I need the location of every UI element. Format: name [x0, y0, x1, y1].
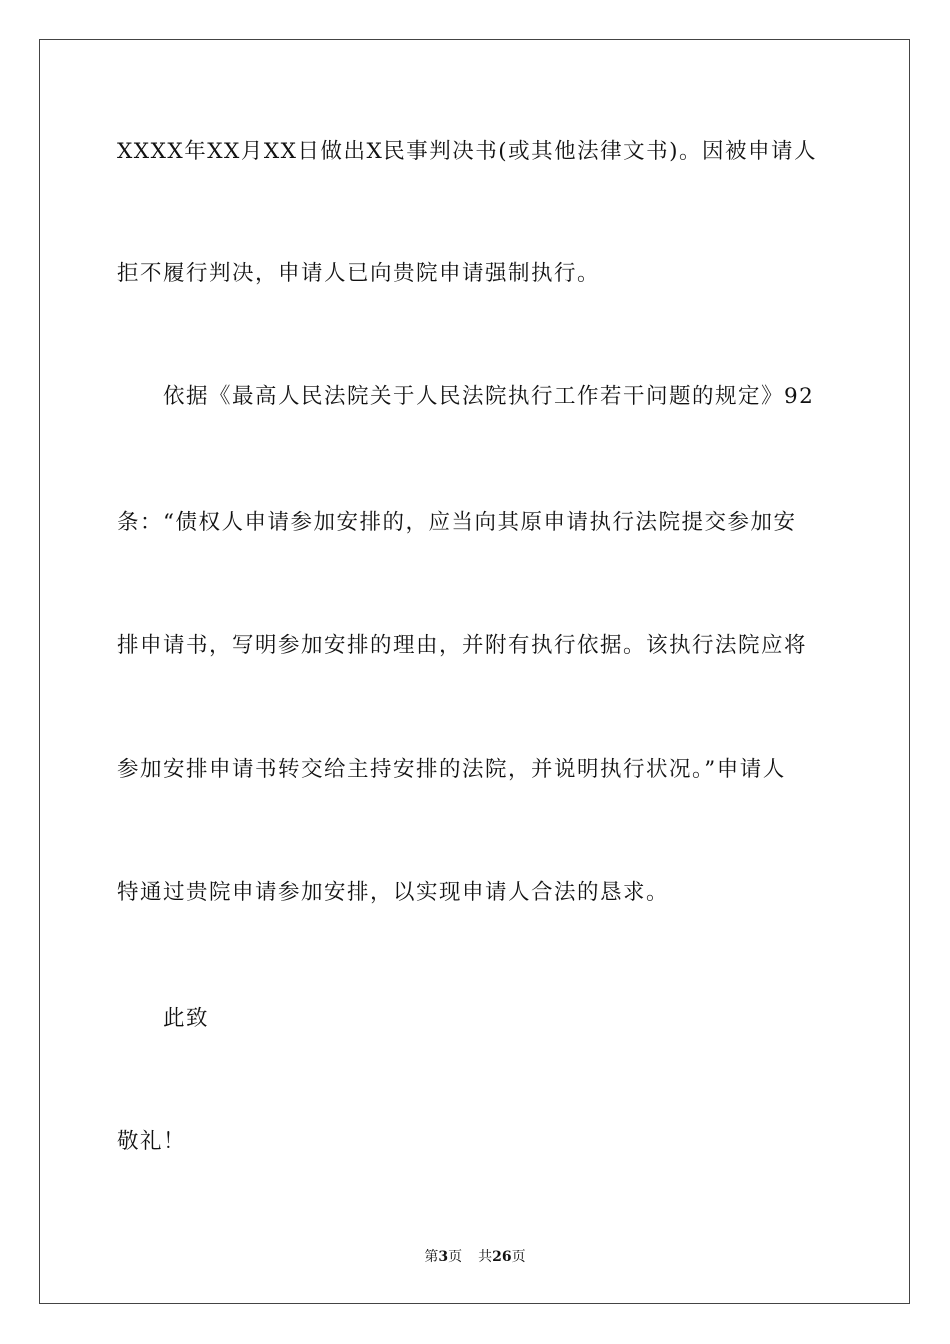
body-line-1: XXXX年XX月XX日做出X民事判决书(或其他法律文书)。因被申请人	[117, 139, 818, 164]
body-line-7: 特通过贵院申请参加安排，以实现申请人合法的恳求。	[117, 880, 670, 905]
body-line-5: 排申请书，写明参加安排的理由，并附有执行依据。该执行法院应将	[117, 633, 808, 658]
body-line-6: 参加安排申请书转交给主持安排的法院，并说明执行状况。”申请人	[117, 757, 786, 782]
footer-page-prefix: 第	[424, 1249, 439, 1265]
closing-salutation: 此致	[163, 1006, 210, 1031]
closing-regards: 敬礼！	[117, 1129, 187, 1154]
page-footer	[0, 1247, 950, 1267]
footer-total-suffix: 页	[511, 1249, 526, 1265]
footer-page-number: 3	[438, 1249, 449, 1265]
footer-total-pages: 26	[492, 1249, 512, 1265]
body-line-4: 条：“债权人申请参加安排的，应当向其原申请执行法院提交参加安	[117, 510, 797, 535]
footer-page-suffix: 页	[448, 1249, 463, 1265]
body-line-2: 拒不履行判决，申请人已向贵院申请强制执行。	[117, 261, 601, 286]
footer-total-prefix: 共	[478, 1249, 493, 1265]
page-border	[39, 39, 910, 1304]
body-line-3: 依据《最高人民法院关于人民法院执行工作若干问题的规定》92	[163, 384, 815, 409]
